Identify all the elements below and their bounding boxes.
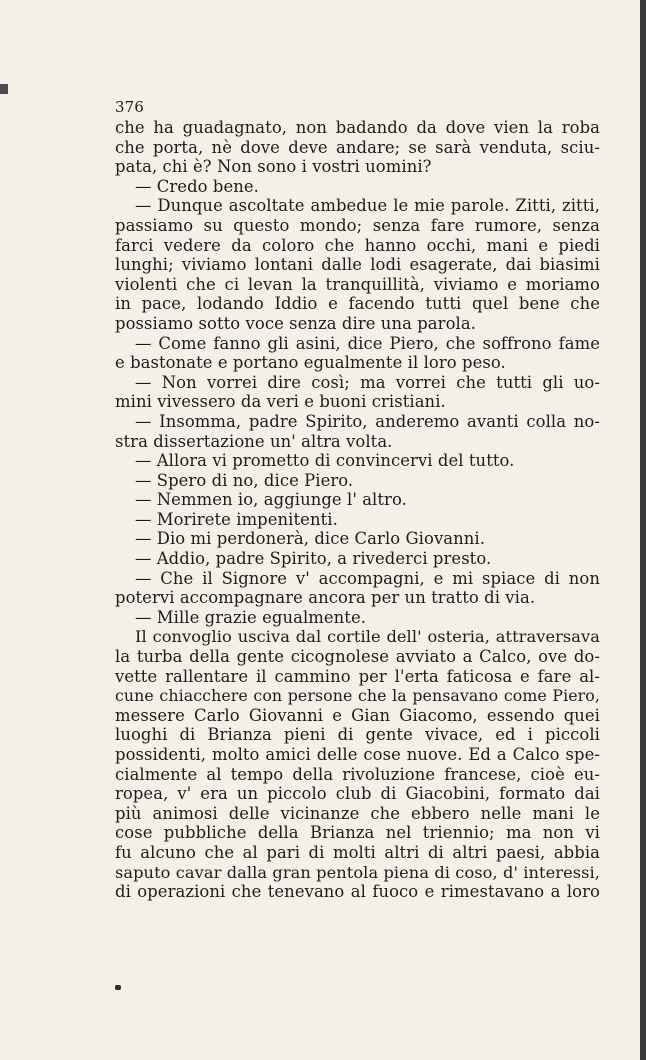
text-line: cialmente al tempo della rivoluzione francese, cioè eu- [115, 764, 600, 784]
text-line: — Dunque ascoltate ambedue le mie parole. Zitti, zitti, [135, 196, 600, 216]
text-line: possiamo sotto voce senza dire una parola. [115, 313, 476, 333]
ink-speck [115, 985, 121, 990]
page-number: 376 [115, 98, 144, 116]
margin-mark [0, 84, 8, 94]
text-line: cose pubbliche della Brianza nel triennio; ma non vi [115, 823, 600, 843]
text-line: cune chiacchere con persone che la pensavano come Piero, [115, 686, 600, 706]
text-line: violenti che ci levan la tranquillità, viviamo e moriamo [115, 274, 600, 294]
text-line: — Che il Signore v' accompagni, e mi spiace di non [135, 568, 600, 588]
text-line: — Nemmen io, aggiunge l' altro. [135, 490, 407, 510]
page-text [115, 98, 600, 902]
text-line: più animosi delle vicinanze che ebbero nelle mani le [115, 803, 600, 823]
text-line: pata, chi è? Non sono i vostri uomini? [115, 157, 432, 177]
text-line: fu alcuno che al pari di molti altri di altri paesi, abbia [115, 842, 600, 862]
text-line: mini vivessero da veri e buoni cristiani. [115, 392, 446, 412]
text-line: e bastonate e portano egualmente il loro peso. [115, 353, 506, 373]
text-line: ropea, v' era un piccolo club di Giacobini, formato dai [115, 784, 600, 804]
text-line: in pace, lodando Iddio e facendo tutti quel bene che [115, 294, 600, 314]
text-line: stra dissertazione un' altra volta. [115, 431, 393, 451]
text-line: — Credo bene. [135, 176, 259, 196]
text-line: messere Carlo Giovanni e Gian Giacomo, essendo quei [115, 705, 600, 725]
text-line: luoghi di Brianza pieni di gente vivace, ed i piccoli [115, 725, 600, 745]
text-line: vette rallentare il cammino per l'erta faticosa e fare al- [115, 666, 600, 686]
text-line: potervi accompagnare ancora per un tratto di via. [115, 588, 536, 608]
text-line: Il convoglio usciva dal cortile dell' osteria, attraversava [135, 627, 600, 647]
text-line: che ha guadagnato, non badando da dove vien la roba [115, 118, 600, 137]
text-line: lunghi; viviamo lontani dalle lodi esagerate, dai biasimi [115, 255, 600, 275]
text-line: — Insomma, padre Spirito, anderemo avanti colla no- [135, 411, 600, 431]
text-line: passiamo su questo mondo; senza fare rumore, senza [115, 215, 600, 235]
text-line: — Non vorrei dire così; ma vorrei che tutti gli uo- [135, 372, 600, 392]
text-line: — Addio, padre Spirito, a rivederci presto. [135, 549, 492, 569]
text-line: possidenti, molto amici delle cose nuove. Ed a Calco spe- [115, 745, 600, 764]
text-line: di operazioni che tenevano al fuoco e rimestavano a loro [115, 882, 600, 902]
text-line: saputo cavar dalla gran pentola piena di coso, d' interessi, [115, 862, 600, 882]
text-line: — Allora vi prometto di convincervi del tutto. [135, 451, 515, 471]
page-edge-shadow [640, 0, 646, 1060]
text-line: la turba della gente cicognolese avviato a Calco, ove do- [115, 647, 600, 667]
text-line: — Spero di no, dice Piero. [135, 470, 354, 490]
text-line: — Morirete impenitenti. [135, 509, 338, 529]
text-line: — Dio mi perdonerà, dice Carlo Giovanni. [135, 529, 486, 549]
text-line: — Mille grazie egualmente. [135, 607, 367, 627]
text-lines [115, 118, 600, 902]
text-line: farci vedere da coloro che hanno occhi, mani e piedi [115, 235, 600, 255]
text-line: — Come fanno gli asini, dice Piero, che soffrono fame [135, 333, 600, 353]
text-line: che porta, nè dove deve andare; se sarà venduta, sciu- [115, 137, 600, 157]
